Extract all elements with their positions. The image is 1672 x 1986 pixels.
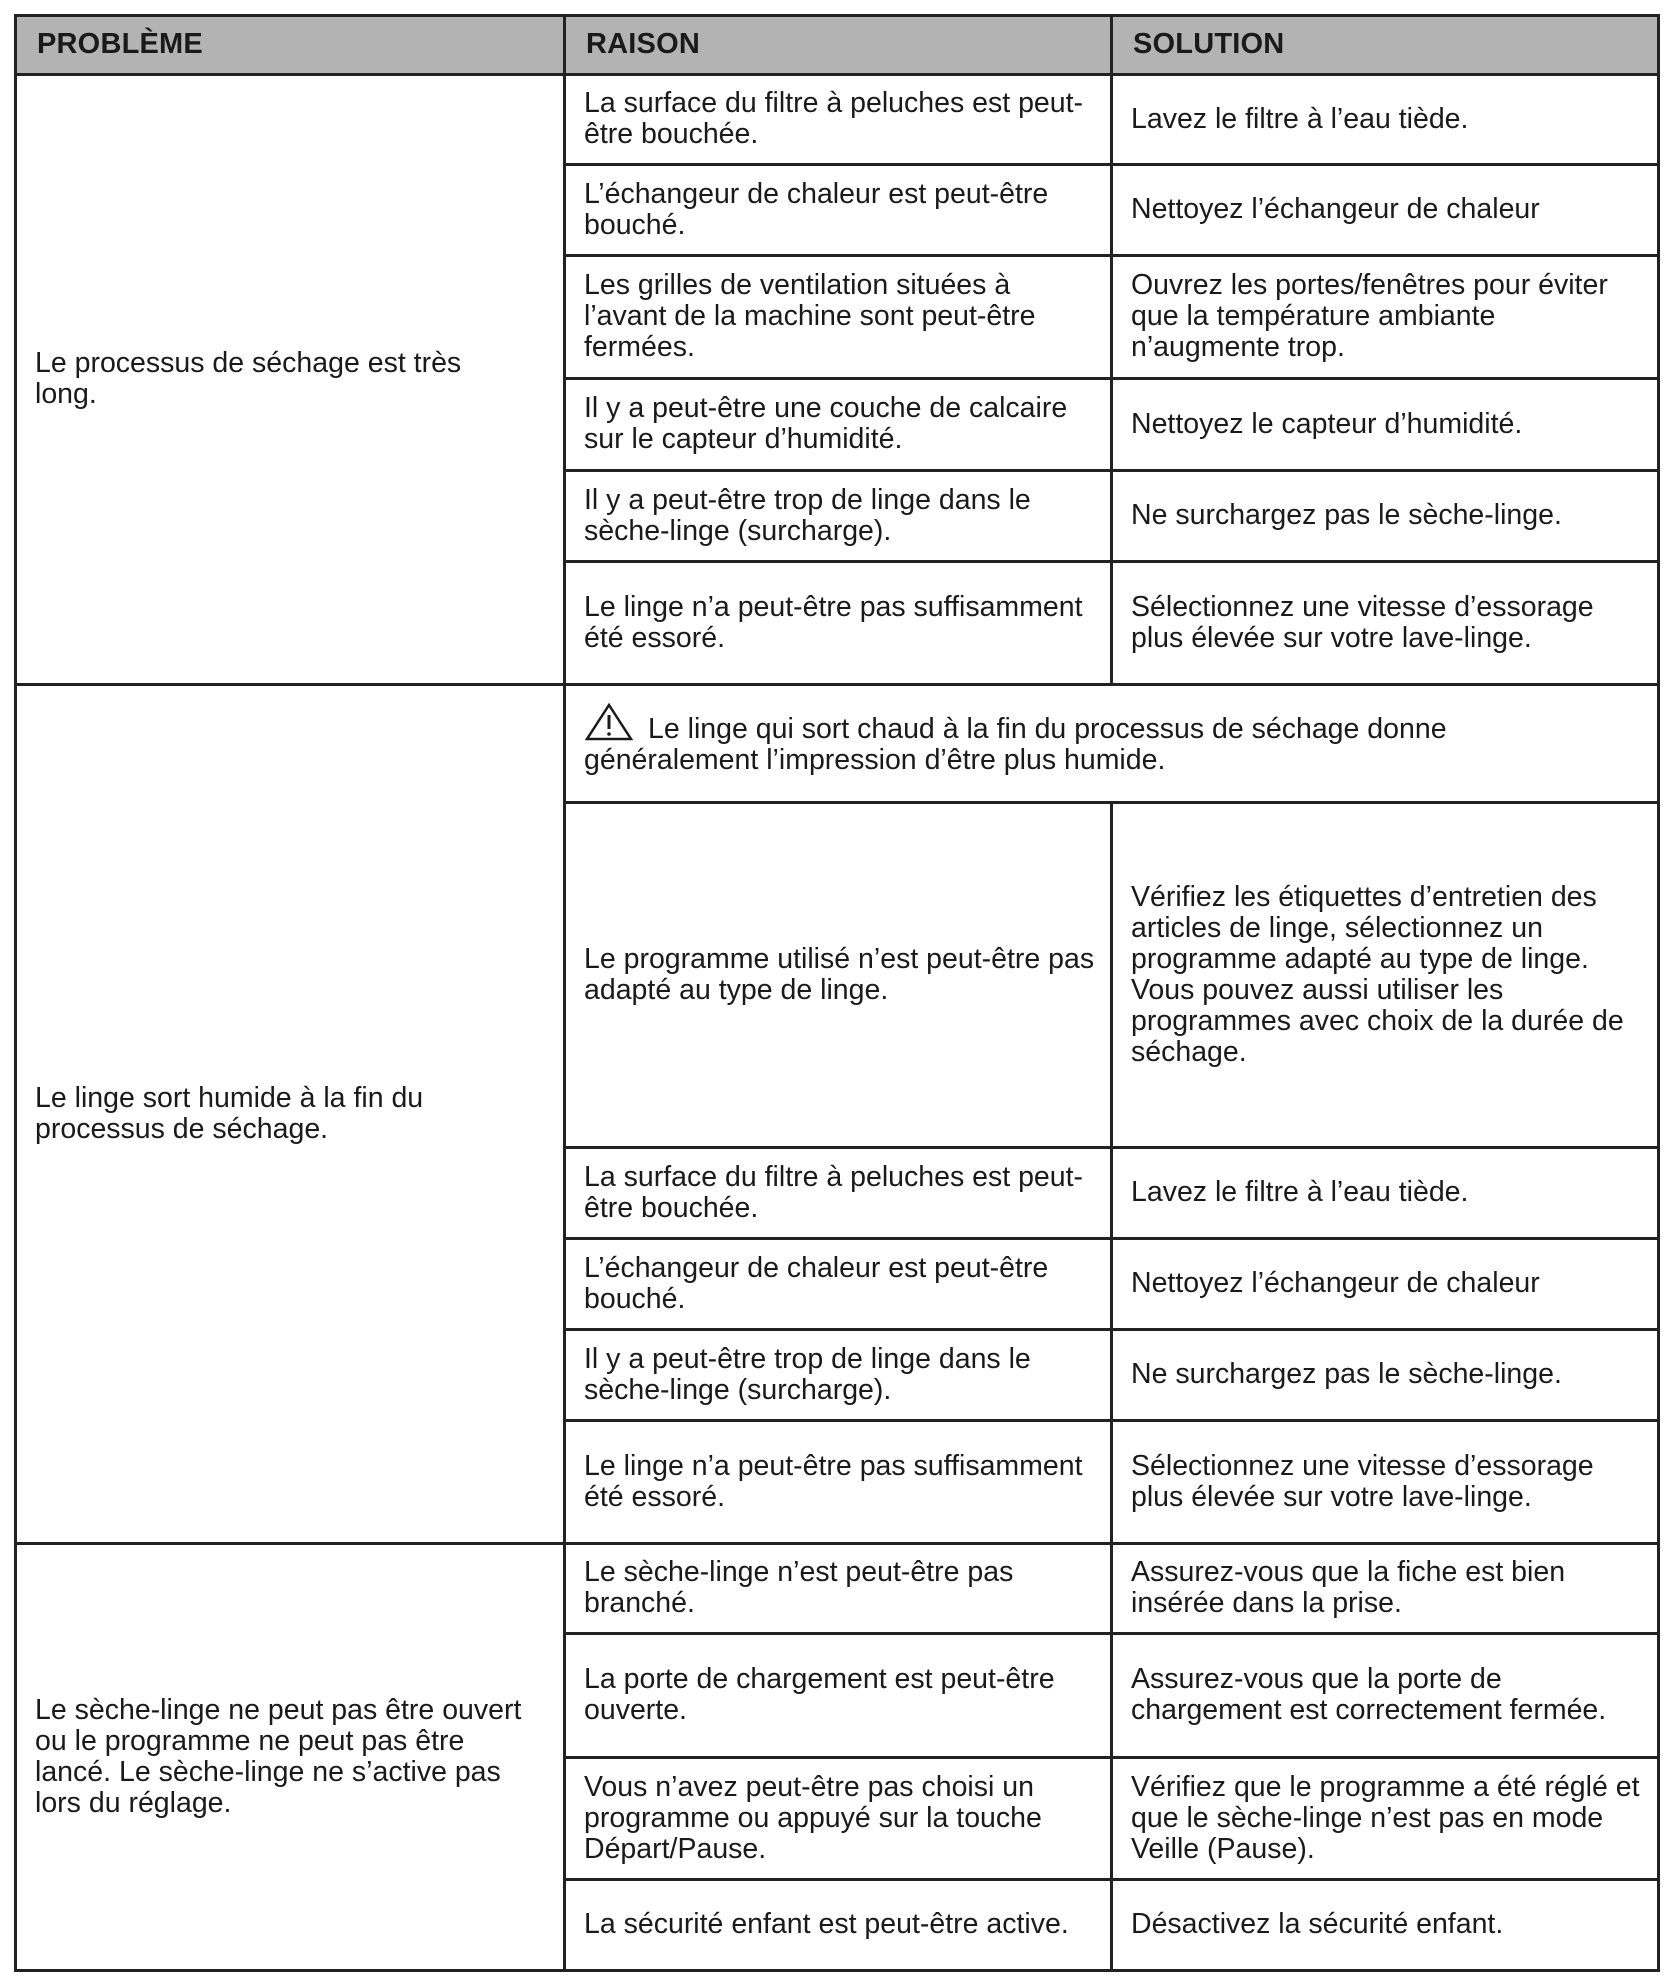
reason-cell bbox=[564, 378, 1111, 470]
solution-cell bbox=[1111, 1147, 1658, 1238]
row-divider bbox=[563, 560, 1660, 563]
row-divider bbox=[563, 1878, 1660, 1881]
solution-cell bbox=[1111, 1543, 1658, 1633]
row-divider bbox=[14, 73, 1660, 76]
warning-triangle-icon bbox=[584, 702, 634, 742]
reason-cell bbox=[564, 802, 1111, 1147]
header-problem: PROBLÈME bbox=[37, 28, 203, 60]
solution-cell bbox=[1111, 561, 1658, 684]
reason-text: Les grilles de ventilation situées à l’avant de la machine sont peut-être fermées. bbox=[584, 269, 1036, 363]
row-divider bbox=[563, 1237, 1660, 1240]
troubleshooting-table bbox=[15, 15, 1658, 1970]
problem-cell bbox=[15, 684, 564, 1543]
reason-text: L’échangeur de chaleur est peut-être bouché. bbox=[584, 1251, 1049, 1315]
solution-text: Ne surchargez pas le sèche-linge. bbox=[1131, 1358, 1562, 1390]
solution-cell bbox=[1111, 1633, 1658, 1757]
row-divider bbox=[14, 14, 1660, 17]
reason-text: Le programme utilisé n’est peut-être pas adapté au type de linge. bbox=[584, 942, 1095, 1006]
row-divider bbox=[14, 1969, 1660, 1972]
reason-text: Le linge n’a peut-être pas suffisamment été essoré. bbox=[584, 590, 1083, 654]
solution-text: Nettoyez l’échangeur de chaleur bbox=[1131, 193, 1540, 225]
solution-cell bbox=[1111, 470, 1658, 561]
reason-text: Le linge n’a peut-être pas suffisamment été essoré. bbox=[584, 1449, 1083, 1513]
solution-text: Lavez le filtre à l’eau tiède. bbox=[1131, 102, 1469, 135]
column-divider bbox=[1110, 14, 1113, 686]
header-reason: RAISON bbox=[586, 28, 700, 60]
column-divider bbox=[563, 14, 566, 1972]
solution-text: Ouvrez les portes/fenêtres pour éviter que la température ambiante n’augmente trop. bbox=[1131, 269, 1608, 363]
reason-cell bbox=[564, 1543, 1111, 1633]
row-divider bbox=[563, 469, 1660, 472]
solution-cell bbox=[1111, 74, 1658, 164]
solution-text: Sélectionnez une vitesse d’essorage plus élevée sur votre lave-linge. bbox=[1131, 590, 1594, 654]
reason-cell bbox=[564, 1757, 1111, 1879]
solution-text: Vérifiez les étiquettes d’entretien des articles de linge, sélectionnez un programme adapté au type de linge. Vous pouvez aussi utiliser les programmes avec choix de la durée de séchage. bbox=[1131, 880, 1624, 1068]
solution-cell bbox=[1111, 1420, 1658, 1543]
solution-text: Nettoyez l’échangeur de chaleur bbox=[1131, 1267, 1540, 1299]
reason-cell bbox=[564, 1420, 1111, 1543]
solution-cell bbox=[1111, 1238, 1658, 1329]
reason-text: La porte de chargement est peut-être ouverte. bbox=[584, 1663, 1055, 1726]
reason-text: Il y a peut-être trop de linge dans le sèche-linge (surcharge). bbox=[584, 483, 1031, 547]
problem-cell bbox=[15, 1543, 564, 1970]
row-divider bbox=[14, 683, 1660, 686]
reason-text: La surface du filtre à peluches est peut-être bouchée. bbox=[584, 1160, 1084, 1224]
reason-cell bbox=[564, 1147, 1111, 1238]
solution-text: Assurez-vous que la fiche est bien insérée dans la prise. bbox=[1131, 1556, 1566, 1619]
row-divider bbox=[563, 377, 1660, 380]
solution-cell bbox=[1111, 1329, 1658, 1420]
table-header bbox=[15, 15, 1658, 74]
problem-text: Le sèche-linge ne peut pas être ouvert ou le programme ne peut pas être lancé. Le sèche-linge ne s’active pas lors du réglage. bbox=[35, 1693, 522, 1819]
reason-cell bbox=[564, 470, 1111, 561]
solution-text: Lavez le filtre à l’eau tiède. bbox=[1131, 1176, 1469, 1208]
row-divider bbox=[563, 1419, 1660, 1422]
reason-cell bbox=[564, 74, 1111, 164]
row-divider bbox=[563, 1632, 1660, 1635]
problem-cell bbox=[15, 74, 564, 684]
reason-text: Le sèche-linge n’est peut-être pas branché. bbox=[584, 1556, 1014, 1619]
row-divider bbox=[563, 1756, 1660, 1759]
row-divider bbox=[563, 1328, 1660, 1331]
reason-cell bbox=[564, 1879, 1111, 1970]
row-divider bbox=[563, 254, 1660, 257]
solution-text: Nettoyez le capteur d’humidité. bbox=[1131, 407, 1523, 440]
solution-cell bbox=[1111, 255, 1658, 378]
reason-text: La sécurité enfant est peut-être active. bbox=[584, 1908, 1069, 1940]
solution-text: Assurez-vous que la porte de chargement est correctement fermée. bbox=[1131, 1663, 1607, 1726]
reason-text: Il y a peut-être trop de linge dans le sèche-linge (surcharge). bbox=[584, 1342, 1031, 1406]
solution-cell bbox=[1111, 1879, 1658, 1970]
header-solution: SOLUTION bbox=[1133, 28, 1285, 60]
reason-cell bbox=[564, 1633, 1111, 1757]
problem-text: Le processus de séchage est très long. bbox=[35, 347, 462, 410]
row-divider bbox=[563, 163, 1660, 166]
solution-text: Ne surchargez pas le sèche-linge. bbox=[1131, 499, 1562, 531]
reason-cell bbox=[564, 1238, 1111, 1329]
reason-text: Il y a peut-être une couche de calcaire sur le capteur d’humidité. bbox=[584, 392, 1068, 455]
solution-cell bbox=[1111, 1757, 1658, 1879]
reason-text: L’échangeur de chaleur est peut-être bouché. bbox=[584, 177, 1049, 241]
solution-cell bbox=[1111, 802, 1658, 1147]
reason-cell bbox=[564, 164, 1111, 255]
solution-text: Sélectionnez une vitesse d’essorage plus élevée sur votre lave-linge. bbox=[1131, 1449, 1594, 1513]
solution-cell bbox=[1111, 378, 1658, 470]
solution-text: Désactivez la sécurité enfant. bbox=[1131, 1908, 1504, 1940]
warning-text: Le linge qui sort chaud à la fin du processus de séchage donne généralement l’impression d’être plus humide. bbox=[584, 713, 1447, 776]
row-divider bbox=[563, 1146, 1660, 1149]
reason-cell bbox=[564, 561, 1111, 684]
column-divider bbox=[1110, 801, 1113, 1972]
reason-cell bbox=[564, 1329, 1111, 1420]
solution-text: Vérifiez que le programme a été réglé et que le sèche-linge n’est pas en mode Veille (Pause). bbox=[1131, 1770, 1640, 1865]
row-divider bbox=[14, 1542, 1660, 1545]
solution-cell bbox=[1111, 164, 1658, 255]
reason-cell bbox=[564, 255, 1111, 378]
column-divider bbox=[14, 14, 17, 1972]
column-divider bbox=[1657, 14, 1660, 1972]
reason-text: La surface du filtre à peluches est peut-être bouchée. bbox=[584, 87, 1084, 150]
problem-text: Le linge sort humide à la fin du processus de séchage. bbox=[35, 1081, 424, 1145]
reason-text: Vous n’avez peut-être pas choisi un programme ou appuyé sur la touche Départ/Pause. bbox=[584, 1770, 1042, 1865]
warning-note bbox=[564, 684, 1658, 802]
row-divider bbox=[563, 801, 1660, 804]
